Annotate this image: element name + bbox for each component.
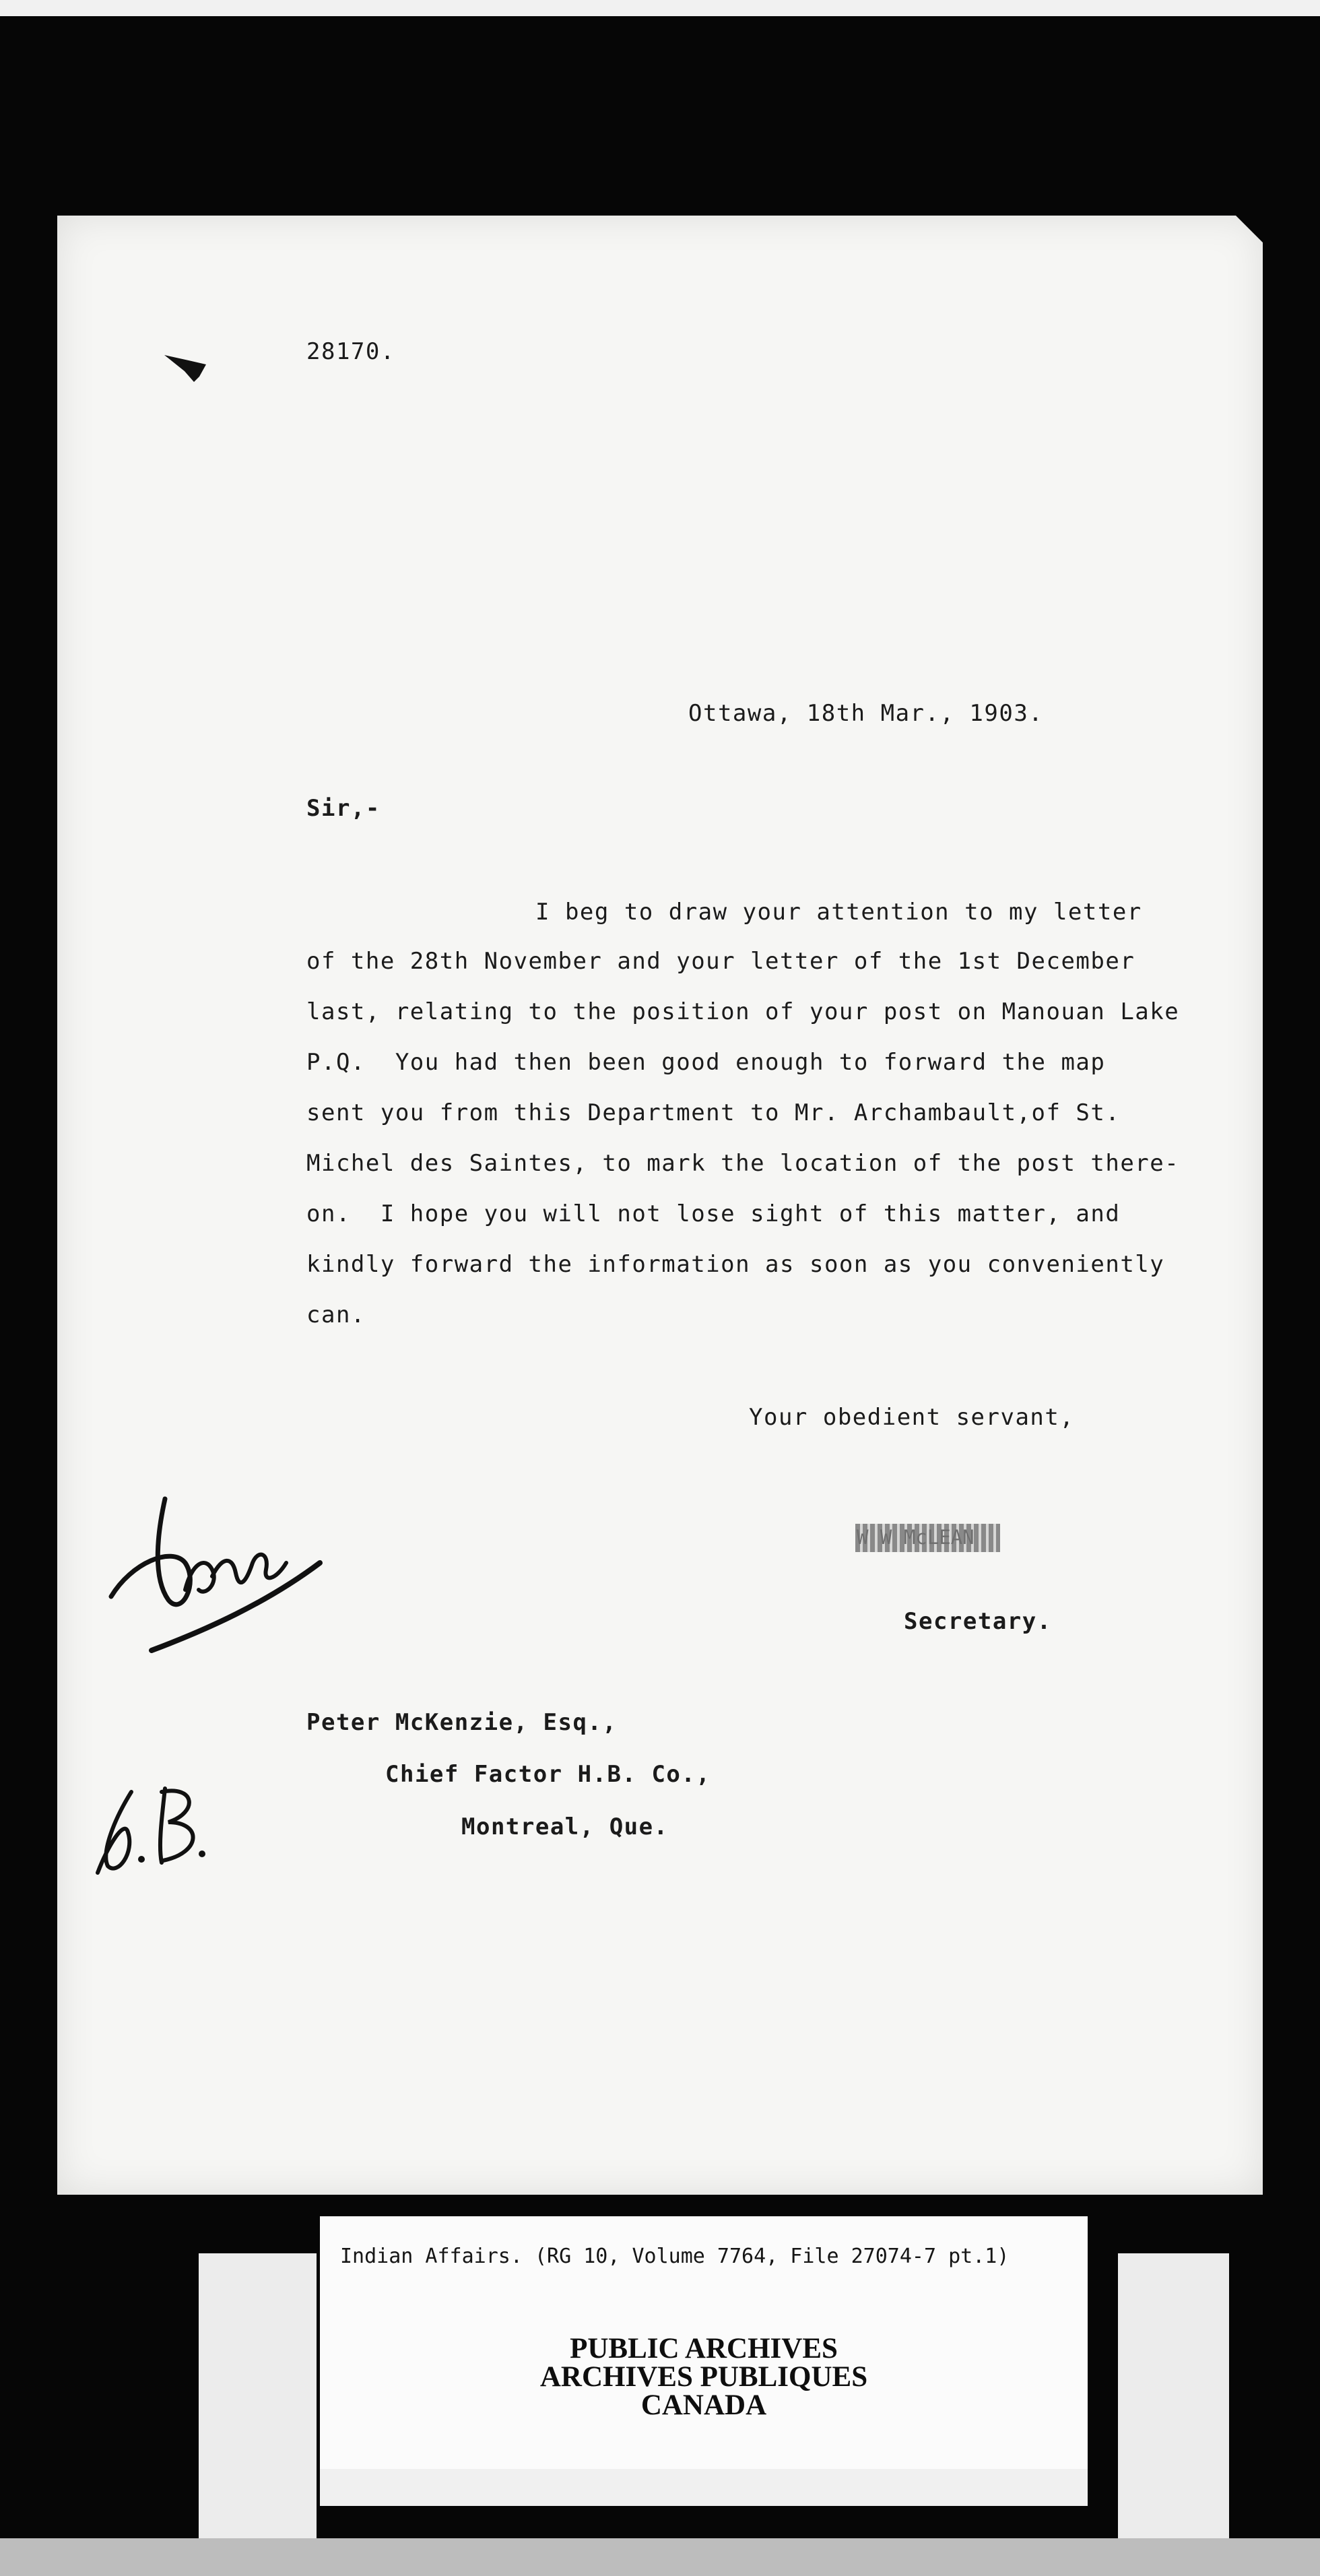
salutation: Sir,- [306,795,381,822]
archive-reference: Indian Affairs. (RG 10, Volume 7764, File 27074-7 pt.1) [340,2245,1010,2268]
archive-stamp [320,2335,1088,2420]
label-frame-left [199,2253,317,2540]
page-corner-fold [1236,216,1263,243]
film-edge-bottom [0,2538,1320,2576]
body-line: P.Q. You had then been good enough to forward the map [306,1049,1106,1076]
archive-label [320,2216,1088,2469]
dateline: Ottawa, 18th Mar., 1903. [688,700,1044,727]
body-line: on. I hope you will not lose sight of this matter, and [306,1200,1121,1227]
recipient-name: Peter McKenzie, Esq., [306,1709,618,1736]
body-line: Michel des Saintes, to mark the location of the post there- [306,1150,1180,1177]
body-line: I beg to draw your attention to my letter [535,899,1142,926]
handwritten-initials-lb [94,1778,216,1879]
body-line: kindly forward the information as soon as you conveniently [306,1251,1165,1278]
archive-line: CANADA [640,2389,767,2421]
signature-title: Secretary. [904,1608,1052,1635]
body-line: last, relating to the position of your post on Manouan Lake [306,998,1180,1025]
body-line: can. [306,1301,366,1328]
recipient-title: Chief Factor H.B. Co., [385,1761,711,1788]
body-line: of the 28th November and your letter of the 1st December [306,948,1135,975]
label-bottom-tab [320,2469,1088,2506]
body-line: sent you from this Department to Mr. Archambault,of St. [306,1099,1121,1126]
label-frame-right [1118,2253,1229,2540]
archive-line: PUBLIC ARCHIVES [570,2333,838,2364]
film-edge-top [0,0,1320,16]
closing: Your obedient servant, [749,1404,1075,1431]
recipient-city: Montreal, Que. [461,1813,669,1840]
signature-stamp-text: W W McLEAN [857,1526,975,1549]
archive-line: ARCHIVES PUBLIQUES [539,2361,868,2393]
file-number: 28170. [306,338,395,365]
handwritten-initials-lml [104,1482,327,1657]
pointer-mark-icon [162,340,209,387]
